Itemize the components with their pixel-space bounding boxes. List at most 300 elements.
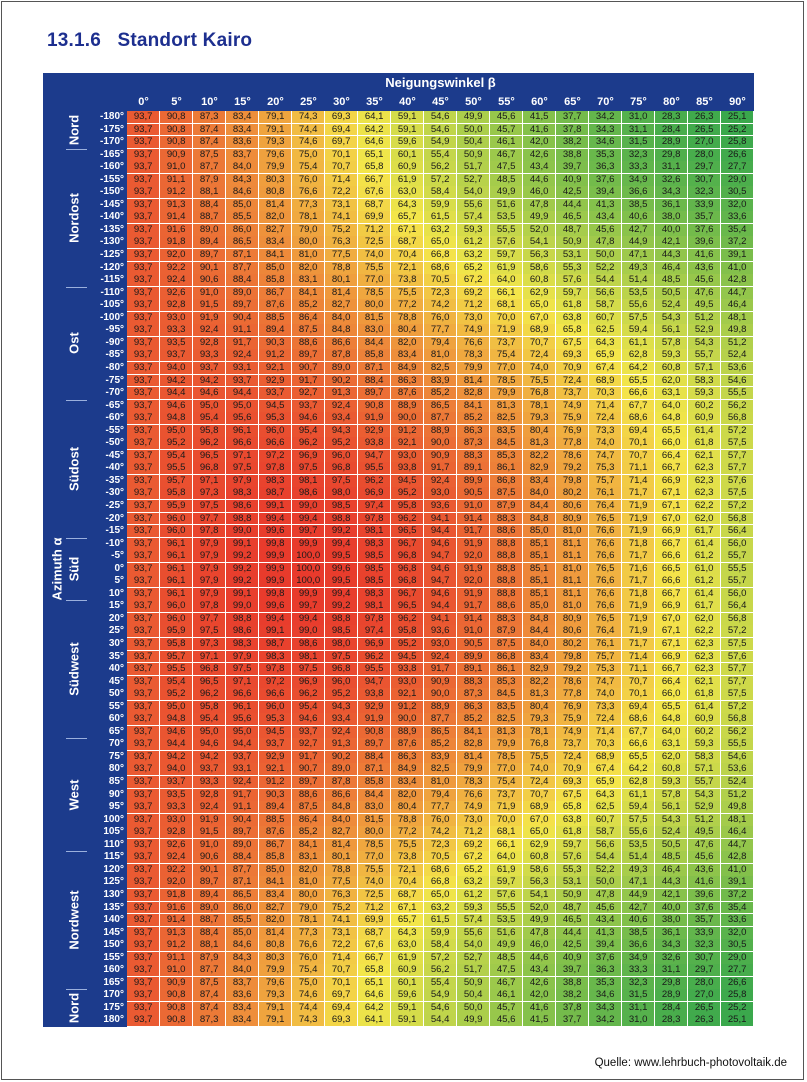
table-cell: 92,7 — [292, 738, 324, 750]
table-row — [127, 161, 754, 173]
table-cell: 84,4 — [523, 625, 555, 637]
azimuth-row-label: -30° — [105, 487, 124, 499]
table-cell: 80,1 — [325, 851, 357, 863]
table-cell: 81,3 — [490, 726, 522, 738]
table-cell: 57,5 — [721, 487, 753, 499]
table-cell: 95,0 — [226, 726, 258, 738]
table-cell: 68,9 — [589, 751, 621, 763]
azimuth-row-label: 165° — [103, 976, 124, 988]
azimuth-row-label: -150° — [99, 186, 124, 198]
table-cell: 39,4 — [589, 939, 621, 951]
table-cell: 94,6 — [193, 387, 225, 399]
table-cell: 92,0 — [457, 575, 489, 587]
table-cell: 59,3 — [655, 776, 687, 788]
table-cell: 53,1 — [556, 876, 588, 888]
table-cell: 57,2 — [721, 500, 753, 512]
azimuth-row-label: -155° — [99, 173, 124, 185]
table-cell: 83,1 — [292, 851, 324, 863]
azimuth-row-label: 155° — [103, 951, 124, 963]
table-cell: 85,0 — [523, 525, 555, 537]
table-cell: 47,8 — [589, 236, 621, 248]
table-cell: 60,8 — [523, 274, 555, 286]
table-row — [127, 475, 754, 487]
inclination-angle-header: 35° — [366, 96, 383, 108]
azimuth-row-label: -145° — [99, 198, 124, 210]
table-cell: 67,0 — [523, 312, 555, 324]
table-cell: 47,5 — [490, 161, 522, 173]
table-cell: 56,0 — [721, 588, 753, 600]
table-cell: 84,0 — [523, 487, 555, 499]
table-cell: 88,8 — [490, 575, 522, 587]
table-cell: 96,8 — [193, 462, 225, 474]
table-cell: 71,4 — [622, 475, 654, 487]
table-cell: 87,4 — [193, 124, 225, 136]
table-cell: 54,1 — [523, 236, 555, 248]
table-cell: 57,5 — [721, 688, 753, 700]
table-cell: 80,3 — [259, 174, 291, 186]
table-cell: 93,7 — [127, 688, 159, 700]
table-cell: 69,7 — [325, 989, 357, 1001]
table-cell: 61,4 — [688, 701, 720, 713]
table-cell: 52,7 — [457, 952, 489, 964]
table-cell: 48,5 — [490, 174, 522, 186]
table-cell: 82,5 — [490, 412, 522, 424]
table-cell: 93,0 — [160, 312, 192, 324]
table-cell: 94,0 — [160, 763, 192, 775]
table-row — [127, 312, 754, 324]
table-row — [127, 186, 754, 198]
table-row — [127, 751, 754, 763]
table-cell: 76,5 — [589, 563, 621, 575]
table-cell: 76,9 — [556, 425, 588, 437]
table-cell: 62,1 — [688, 676, 720, 688]
table-cell: 76,6 — [589, 600, 621, 612]
table-cell: 94,6 — [160, 400, 192, 412]
table-cell: 81,3 — [523, 688, 555, 700]
table-cell: 38,8 — [556, 149, 588, 161]
table-cell: 88,5 — [259, 312, 291, 324]
table-cell: 87,7 — [193, 964, 225, 976]
table-cell: 97,8 — [358, 513, 390, 525]
table-cell: 84,8 — [523, 613, 555, 625]
table-cell: 93,6 — [424, 500, 456, 512]
table-row — [127, 613, 754, 625]
table-cell: 91,1 — [226, 324, 258, 336]
table-cell: 36,6 — [622, 939, 654, 951]
table-cell: 56,8 — [721, 713, 753, 725]
table-row — [127, 324, 754, 336]
table-cell: 67,5 — [556, 337, 588, 349]
table-cell: 79,2 — [556, 663, 588, 675]
table-cell: 96,7 — [391, 588, 423, 600]
table-cell: 76,0 — [292, 952, 324, 964]
table-cell: 59,9 — [424, 199, 456, 211]
table-cell: 25,2 — [721, 1002, 753, 1014]
table-cell: 92,4 — [160, 274, 192, 286]
azimuth-row-label: 160° — [103, 964, 124, 976]
table-cell: 63,8 — [556, 814, 588, 826]
azimuth-row-labels — [88, 111, 127, 1027]
table-row — [127, 487, 754, 499]
table-cell: 71,4 — [622, 651, 654, 663]
table-cell: 91,6 — [160, 224, 192, 236]
table-cell: 79,4 — [424, 337, 456, 349]
table-cell: 88,8 — [490, 563, 522, 575]
table-cell: 65,9 — [589, 349, 621, 361]
table-cell: 90,6 — [193, 274, 225, 286]
table-cell: 89,7 — [193, 876, 225, 888]
table-cell: 93,8 — [358, 688, 390, 700]
table-row — [127, 902, 754, 914]
table-cell: 31,1 — [622, 1002, 654, 1014]
table-cell: 64,2 — [622, 763, 654, 775]
table-cell: 66,1 — [490, 839, 522, 851]
table-cell: 79,1 — [259, 1002, 291, 1014]
table-cell: 87,3 — [457, 688, 489, 700]
table-cell: 93,7 — [127, 751, 159, 763]
table-cell: 38,2 — [556, 136, 588, 148]
table-cell: 89,0 — [193, 224, 225, 236]
table-cell: 85,3 — [490, 676, 522, 688]
table-cell: 37,7 — [556, 1014, 588, 1026]
table-cell: 96,1 — [160, 563, 192, 575]
table-cell: 46,5 — [556, 211, 588, 223]
table-cell: 46,5 — [556, 914, 588, 926]
table-cell: 73,1 — [325, 199, 357, 211]
table-cell: 58,7 — [589, 826, 621, 838]
table-cell: 97,8 — [259, 462, 291, 474]
table-cell: 29,7 — [688, 161, 720, 173]
table-cell: 91,7 — [226, 337, 258, 349]
table-cell: 67,5 — [556, 789, 588, 801]
table-cell: 31,0 — [622, 111, 654, 123]
table-cell: 68,6 — [622, 713, 654, 725]
table-cell: 74,7 — [589, 450, 621, 462]
table-cell: 32,6 — [655, 174, 687, 186]
table-cell: 50,0 — [589, 249, 621, 261]
table-cell: 57,5 — [721, 638, 753, 650]
table-cell: 78,5 — [358, 839, 390, 851]
table-cell: 46,7 — [490, 977, 522, 989]
table-cell: 61,4 — [688, 538, 720, 550]
table-cell: 84,3 — [226, 174, 258, 186]
table-cell: 56,3 — [523, 249, 555, 261]
inclination-angle-header: 45° — [432, 96, 449, 108]
table-cell: 72,4 — [589, 412, 621, 424]
table-cell: 79,9 — [457, 362, 489, 374]
table-cell: 59,1 — [391, 1002, 423, 1014]
table-cell: 70,3 — [589, 387, 621, 399]
table-cell: 72,3 — [424, 287, 456, 299]
table-cell: 74,2 — [424, 299, 456, 311]
table-cell: 52,4 — [721, 349, 753, 361]
table-cell: 71,9 — [622, 513, 654, 525]
table-cell: 60,2 — [688, 400, 720, 412]
table-cell: 92,8 — [160, 299, 192, 311]
table-cell: 42,6 — [523, 149, 555, 161]
table-cell: 80,0 — [358, 826, 390, 838]
table-cell: 37,6 — [589, 952, 621, 964]
table-cell: 80,8 — [259, 186, 291, 198]
table-row — [127, 262, 754, 274]
table-cell: 76,6 — [292, 186, 324, 198]
table-cell: 95,9 — [160, 625, 192, 637]
table-cell: 71,8 — [622, 538, 654, 550]
table-cell: 91,0 — [457, 500, 489, 512]
table-cell: 99,0 — [292, 500, 324, 512]
table-cell: 91,1 — [226, 801, 258, 813]
table-cell: 84,0 — [226, 964, 258, 976]
table-cell: 74,9 — [556, 726, 588, 738]
table-cell: 35,4 — [721, 902, 753, 914]
table-cell: 62,8 — [622, 776, 654, 788]
table-cell: 39,7 — [556, 964, 588, 976]
table-cell: 31,5 — [622, 136, 654, 148]
table-cell: 95,0 — [226, 400, 258, 412]
table-row — [127, 513, 754, 525]
table-cell: 71,8 — [622, 588, 654, 600]
azimuth-row-label: -125° — [99, 249, 124, 261]
table-cell: 25,8 — [721, 989, 753, 1001]
table-cell: 90,7 — [292, 763, 324, 775]
table-cell: 47,5 — [490, 964, 522, 976]
table-cell: 54,6 — [424, 124, 456, 136]
table-cell: 93,7 — [127, 538, 159, 550]
table-cell: 87,5 — [193, 149, 225, 161]
table-cell: 44,3 — [655, 876, 687, 888]
table-cell: 35,7 — [688, 914, 720, 926]
azimuth-row-label: -40° — [105, 462, 124, 474]
table-cell: 78,6 — [556, 450, 588, 462]
table-cell: 66,0 — [655, 437, 687, 449]
table-cell: 70,1 — [622, 437, 654, 449]
table-cell: 94,5 — [259, 400, 291, 412]
table-cell: 95,7 — [160, 475, 192, 487]
table-cell: 99,9 — [292, 588, 324, 600]
table-cell: 93,7 — [127, 952, 159, 964]
table-cell: 93,3 — [193, 776, 225, 788]
table-cell: 42,7 — [622, 902, 654, 914]
table-cell: 97,5 — [325, 651, 357, 663]
table-cell: 38,5 — [622, 199, 654, 211]
table-cell: 80,4 — [391, 324, 423, 336]
azimuth-row-label: 145° — [103, 926, 124, 938]
table-cell: 99,1 — [226, 588, 258, 600]
table-cell: 38,8 — [556, 977, 588, 989]
table-cell: 93,7 — [127, 964, 159, 976]
table-cell: 93,7 — [127, 136, 159, 148]
table-cell: 56,8 — [721, 513, 753, 525]
table-cell: 90,8 — [160, 111, 192, 123]
table-cell: 76,1 — [589, 638, 621, 650]
table-cell: 28,0 — [688, 977, 720, 989]
table-cell: 95,5 — [160, 462, 192, 474]
table-cell: 92,9 — [358, 701, 390, 713]
table-cell: 66,0 — [655, 688, 687, 700]
table-row — [127, 274, 754, 286]
table-cell: 93,4 — [325, 713, 357, 725]
table-cell: 27,0 — [688, 136, 720, 148]
table-cell: 87,4 — [193, 989, 225, 1001]
table-cell: 26,6 — [721, 977, 753, 989]
direction-separator — [66, 538, 87, 539]
table-cell: 49,3 — [622, 864, 654, 876]
table-cell: 54,1 — [523, 889, 555, 901]
table-cell: 59,7 — [490, 249, 522, 261]
table-cell: 97,5 — [193, 625, 225, 637]
table-row — [127, 814, 754, 826]
table-cell: 93,7 — [127, 450, 159, 462]
table-cell: 85,5 — [226, 211, 258, 223]
table-row — [127, 111, 754, 123]
table-cell: 70,4 — [391, 249, 423, 261]
table-cell: 93,7 — [127, 864, 159, 876]
table-cell: 96,7 — [391, 538, 423, 550]
table-cell: 30,7 — [688, 952, 720, 964]
table-cell: 91,8 — [160, 236, 192, 248]
table-cell: 80,4 — [523, 425, 555, 437]
table-cell: 95,4 — [193, 713, 225, 725]
table-cell: 83,4 — [226, 1002, 258, 1014]
table-cell: 89,1 — [457, 462, 489, 474]
table-cell: 39,7 — [556, 161, 588, 173]
table-cell: 94,4 — [226, 738, 258, 750]
table-cell: 61,2 — [457, 236, 489, 248]
table-cell: 90,6 — [193, 851, 225, 863]
table-cell: 99,6 — [259, 525, 291, 537]
table-cell: 62,3 — [688, 663, 720, 675]
table-cell: 68,6 — [424, 262, 456, 274]
table-cell: 65,0 — [424, 889, 456, 901]
table-cell: 83,4 — [391, 349, 423, 361]
table-cell: 63,0 — [391, 939, 423, 951]
table-cell: 90,1 — [193, 864, 225, 876]
table-cell: 91,5 — [193, 299, 225, 311]
table-cell: 90,0 — [424, 688, 456, 700]
table-cell: 32,0 — [721, 927, 753, 939]
table-cell: 66,7 — [358, 174, 390, 186]
direction-separator — [66, 738, 87, 739]
table-cell: 93,7 — [127, 939, 159, 951]
table-cell: 88,7 — [193, 914, 225, 926]
table-cell: 88,6 — [292, 789, 324, 801]
azimuth-row-label: 150° — [103, 939, 124, 951]
table-cell: 91,2 — [259, 776, 291, 788]
table-cell: 93,7 — [127, 211, 159, 223]
azimuth-row-label: 175° — [103, 1001, 124, 1013]
table-cell: 90,8 — [358, 726, 390, 738]
table-cell: 49,8 — [721, 324, 753, 336]
table-cell: 91,4 — [160, 914, 192, 926]
table-cell: 30,5 — [721, 939, 753, 951]
table-cell: 98,1 — [358, 525, 390, 537]
table-cell: 61,0 — [688, 563, 720, 575]
table-cell: 74,0 — [523, 362, 555, 374]
table-cell: 82,9 — [523, 462, 555, 474]
azimuth-row-label: -60° — [105, 412, 124, 424]
table-cell: 63,8 — [556, 312, 588, 324]
table-cell: 35,3 — [589, 149, 621, 161]
inclination-angle-header: 90° — [729, 96, 746, 108]
table-cell: 96,1 — [226, 701, 258, 713]
table-cell: 71,4 — [589, 726, 621, 738]
table-cell: 79,8 — [556, 475, 588, 487]
table-cell: 79,8 — [556, 651, 588, 663]
table-cell: 61,9 — [391, 174, 423, 186]
table-cell: 93,1 — [226, 362, 258, 374]
table-cell: 86,3 — [457, 425, 489, 437]
table-cell: 85,1 — [523, 550, 555, 562]
table-cell: 75,4 — [292, 161, 324, 173]
table-cell: 29,0 — [721, 952, 753, 964]
table-cell: 72,2 — [325, 939, 357, 951]
table-cell: 55,7 — [721, 550, 753, 562]
table-cell: 86,7 — [259, 287, 291, 299]
table-cell: 49,9 — [523, 914, 555, 926]
table-cell: 99,4 — [325, 538, 357, 550]
table-cell: 90,0 — [391, 713, 423, 725]
table-cell: 69,3 — [556, 349, 588, 361]
table-cell: 96,9 — [292, 450, 324, 462]
table-cell: 88,8 — [490, 538, 522, 550]
table-cell: 84,0 — [325, 814, 357, 826]
table-cell: 84,0 — [226, 161, 258, 173]
table-cell: 57,7 — [721, 676, 753, 688]
table-cell: 79,6 — [259, 977, 291, 989]
table-cell: 95,2 — [391, 638, 423, 650]
table-cell: 28,3 — [655, 1014, 687, 1026]
table-cell: 43,4 — [523, 964, 555, 976]
table-cell: 87,5 — [490, 487, 522, 499]
table-cell: 62,1 — [688, 450, 720, 462]
table-cell: 83,0 — [358, 324, 390, 336]
direction-separator — [66, 149, 87, 150]
table-cell: 96,6 — [226, 688, 258, 700]
table-cell: 66,9 — [655, 525, 687, 537]
table-cell: 96,2 — [391, 513, 423, 525]
table-cell: 65,7 — [391, 211, 423, 223]
table-cell: 76,6 — [589, 588, 621, 600]
table-cell: 93,7 — [292, 400, 324, 412]
table-cell: 93,7 — [127, 525, 159, 537]
table-cell: 31,1 — [655, 161, 687, 173]
table-cell: 61,9 — [391, 952, 423, 964]
inclination-angle-header: 25° — [300, 96, 317, 108]
table-cell: 65,5 — [622, 375, 654, 387]
table-cell: 75,5 — [391, 839, 423, 851]
table-cell: 83,4 — [226, 111, 258, 123]
table-cell: 98,8 — [325, 613, 357, 625]
table-cell: 77,8 — [556, 437, 588, 449]
table-cell: 60,9 — [391, 964, 423, 976]
table-cell: 79,0 — [292, 224, 324, 236]
table-cell: 62,3 — [688, 651, 720, 663]
azimuth-row-label: 135° — [103, 901, 124, 913]
azimuth-row-label: 80° — [108, 763, 124, 775]
table-cell: 93,7 — [127, 425, 159, 437]
table-cell: 58,6 — [523, 262, 555, 274]
table-cell: 93,7 — [127, 663, 159, 675]
table-cell: 64,0 — [655, 726, 687, 738]
table-cell: 37,6 — [688, 902, 720, 914]
table-cell: 42,7 — [622, 224, 654, 236]
table-cell: 98,8 — [325, 513, 357, 525]
table-cell: 93,8 — [391, 462, 423, 474]
table-cell: 98,3 — [358, 538, 390, 550]
table-cell: 66,7 — [655, 462, 687, 474]
table-cell: 64,3 — [391, 927, 423, 939]
table-cell: 61,2 — [688, 575, 720, 587]
